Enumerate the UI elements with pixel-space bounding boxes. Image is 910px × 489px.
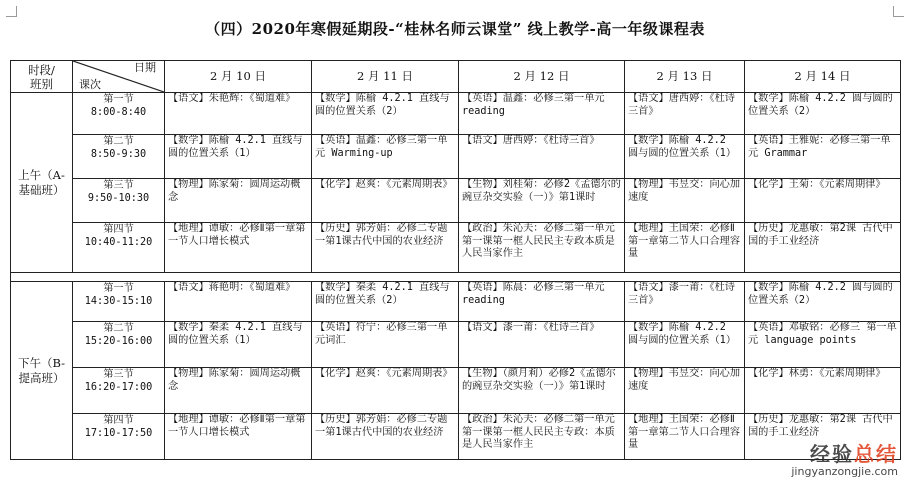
header-period-label: 时段/ <box>28 62 55 77</box>
course-cell: 【历史】郭芳娟：必修二专题一第1课古代中国的农业经济 <box>312 223 459 273</box>
table-row <box>11 414 901 460</box>
period-label-afternoon: 下午（B-提高班） <box>11 282 73 460</box>
course-cell: 【历史】龙惠敏：第2课 古代中国的手工业经济 <box>745 223 901 273</box>
course-cell: 【英语】温鑫：必修三第一单元 Warming-up <box>312 135 459 179</box>
table-row <box>11 223 901 273</box>
course-cell: 【英语】温鑫：必修三第一单元 reading <box>459 93 625 135</box>
session-name: 第三节 <box>103 180 134 191</box>
table-row <box>11 282 901 322</box>
watermark-text: 经验总结 <box>810 442 898 466</box>
course-cell: 【语文】漆一莆：《杜诗三首》 <box>459 322 625 368</box>
session-name: 第一节 <box>103 283 134 294</box>
course-cell: 【数学】陈榆 4.2.1 直线与圆的位置关系（2） <box>312 93 459 135</box>
course-cell: 【物理】韦昱交：向心加速度 <box>625 368 745 414</box>
table-spacer-row <box>11 273 901 282</box>
course-cell: 【化学】赵爽：《元素周期表》 <box>312 179 459 223</box>
session-time: 14:30-15:10 <box>84 296 153 307</box>
session-time: 10:40-11:20 <box>84 237 153 248</box>
session-time: 17:10-17:50 <box>84 428 153 439</box>
course-cell: 【地理】谭敏：必修Ⅱ第一章第一节人口增长模式 <box>165 414 312 460</box>
course-cell: 【数学】陈榆 4.2.2 圆与圆的位置关系（1） <box>625 322 745 368</box>
course-cell: 【英语】王雅妮：必修三第一单元 Grammar <box>745 135 901 179</box>
session-cell <box>73 368 165 414</box>
course-cell: 【英语】陈晨：必修三第一单元 reading <box>459 282 625 322</box>
header-diagonal-cell <box>73 61 165 93</box>
watermark-url: jingyanzongjie.com <box>791 465 898 478</box>
session-time: 9:50-10:30 <box>87 193 150 204</box>
session-cell <box>73 135 165 179</box>
course-cell: 【语文】唐西婷：《杜诗三首》 <box>459 135 625 179</box>
schedule-table <box>10 60 901 460</box>
session-name: 第二节 <box>103 136 134 147</box>
course-cell: 【地理】王国荣：必修Ⅱ第一章第二节人口合理容量 <box>625 414 745 460</box>
course-cell: 【政治】朱沁夫：必修二第一单元第一课第一框人民民主专政：本质是人民当家作主 <box>459 414 625 460</box>
spacer-cell <box>11 273 901 282</box>
header-date-label: 日期 <box>134 61 156 74</box>
session-time: 8:50-9:30 <box>90 149 147 160</box>
course-cell: 【化学】王菊：《元素周期律》 <box>745 179 901 223</box>
session-name: 第一节 <box>103 94 134 105</box>
period-label-morning: 上午（A-基础班） <box>11 93 73 273</box>
table-row <box>11 179 901 223</box>
course-cell: 【地理】王国荣：必修Ⅱ第一章第二节人口合理容量 <box>625 223 745 273</box>
session-name: 第四节 <box>103 415 134 426</box>
session-cell <box>73 179 165 223</box>
header-period-cell <box>11 61 73 93</box>
session-time: 15:20-16:00 <box>84 336 153 347</box>
course-cell: 【数学】陈榆 4.2.2 圆与圆的位置关系（2） <box>745 282 901 322</box>
course-cell: 【语文】朱艳辉：《蜀道难》 <box>165 93 312 135</box>
header-day-4: 2 月 13 日 <box>625 61 745 93</box>
course-cell: 【地理】谭敏：必修Ⅱ第一章第一节人口增长模式 <box>165 223 312 273</box>
session-time: 8:00-8:40 <box>90 107 147 118</box>
course-cell: 【英语】邓敏铭：必修三 第一单元 language points <box>745 322 901 368</box>
course-cell: 【历史】龙惠敏：第2课 古代中国的手工业经济 <box>745 414 901 460</box>
table-row <box>11 135 901 179</box>
page-corner-mark-left <box>6 6 17 17</box>
course-cell: 【化学】赵爽：《元素周期表》 <box>312 368 459 414</box>
course-cell: 【政治】朱沁夫：必修二第一单元第一课第一框人民民主专政本质是人民当家作主 <box>459 223 625 273</box>
course-cell: 【英语】符宁：必修三第一单元词汇 <box>312 322 459 368</box>
course-cell: 【数学】秦柔 4.2.1 直线与圆的位置关系（2） <box>312 282 459 322</box>
header-row <box>11 61 901 93</box>
header-class-label: 班别 <box>30 76 53 91</box>
watermark-logo <box>791 442 898 466</box>
course-cell: 【化学】林勇：《元素周期律》 <box>745 368 901 414</box>
session-cell <box>73 223 165 273</box>
course-cell: 【历史】郭芳娟：必修二专题一第1课古代中国的农业经济 <box>312 414 459 460</box>
course-cell: 【物理】陈家菊：圆周运动概念 <box>165 179 312 223</box>
course-cell: 【语文】漆一莆：《杜诗三首》 <box>625 282 745 322</box>
table-row <box>11 322 901 368</box>
course-cell: 【语文】唐西婷：《杜诗三首》 <box>625 93 745 135</box>
header-day-3: 2 月 12 日 <box>459 61 625 93</box>
course-cell: 【数学】秦柔 4.2.1 直线与圆的位置关系（1） <box>165 322 312 368</box>
course-cell: 【物理】韦昱交：向心加速度 <box>625 179 745 223</box>
course-cell: 【生物】（颜月莉）必修2《孟德尔的豌豆杂交实验（一）》第1课时 <box>459 368 625 414</box>
table-row <box>11 368 901 414</box>
session-name: 第四节 <box>103 224 134 235</box>
session-cell <box>73 322 165 368</box>
session-name: 第二节 <box>103 323 134 334</box>
header-day-1: 2 月 10 日 <box>165 61 312 93</box>
course-cell: 【数学】陈榆 4.2.2 圆与圆的位置关系（2） <box>745 93 901 135</box>
session-time: 16:20-17:00 <box>84 382 153 393</box>
header-day-2: 2 月 11 日 <box>312 61 459 93</box>
course-cell: 【语文】蒋艳明：《蜀道难》 <box>165 282 312 322</box>
course-cell: 【生物】刘桂菊：必修2《孟德尔的豌豆杂交实验（一）》第1课时 <box>459 179 625 223</box>
header-day-5: 2 月 14 日 <box>745 61 901 93</box>
session-cell <box>73 414 165 460</box>
table-row <box>11 93 901 135</box>
header-lesson-label: 课次 <box>79 78 101 91</box>
watermark <box>791 442 898 481</box>
course-cell: 【数学】陈榆 4.2.2 圆与圆的位置关系（1） <box>625 135 745 179</box>
session-name: 第三节 <box>103 369 134 380</box>
session-cell <box>73 282 165 322</box>
page-corner-mark-right <box>893 6 904 17</box>
course-cell: 【物理】陈家菊：圆周运动概念 <box>165 368 312 414</box>
session-cell <box>73 93 165 135</box>
watermark-highlight: 总结 <box>854 442 898 466</box>
page-title: （四）2020年寒假延期段-“桂林名师云课堂” 线上教学-高一年级课程表 <box>205 20 705 38</box>
course-cell: 【数学】陈榆 4.2.1 直线与圆的位置关系（1） <box>165 135 312 179</box>
